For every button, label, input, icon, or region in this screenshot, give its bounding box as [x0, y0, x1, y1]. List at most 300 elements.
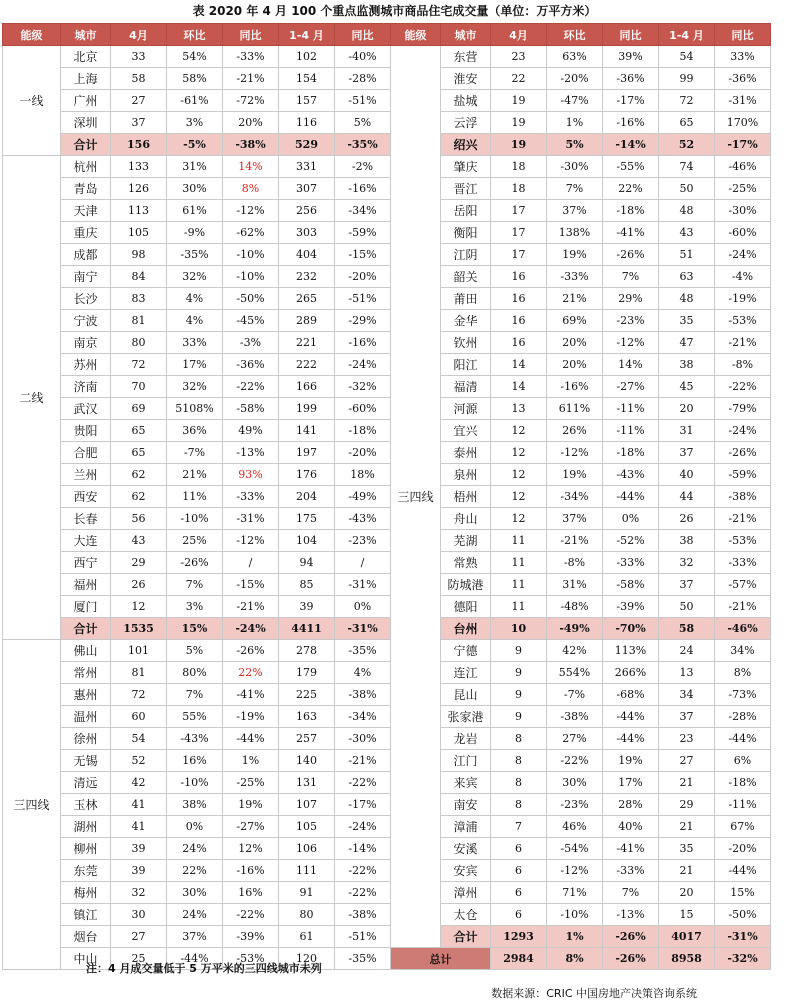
city-cell: 绍兴 — [441, 134, 491, 156]
city-cell: 成都 — [61, 244, 111, 266]
ytd-yoy-cell: -46% — [715, 156, 771, 178]
city-cell: 晋江 — [441, 178, 491, 200]
mom-cell: 32% — [167, 266, 223, 288]
ytd-yoy-cell: 33% — [715, 46, 771, 68]
yoy-cell: -53% — [223, 948, 279, 970]
mom-cell: 33% — [167, 332, 223, 354]
ytd-yoy-cell: -34% — [335, 706, 391, 728]
mom-cell: 16% — [167, 750, 223, 772]
ytd-cell: 131 — [279, 772, 335, 794]
mom-cell: 5% — [547, 134, 603, 156]
ytd-yoy-cell: 5% — [335, 112, 391, 134]
mom-cell: -10% — [547, 904, 603, 926]
ytd-yoy-cell: -35% — [335, 640, 391, 662]
city-cell: 无锡 — [61, 750, 111, 772]
subtotal-yoy-cell: -38% — [223, 134, 279, 156]
ytd-cell: 199 — [279, 398, 335, 420]
mom-cell: 7% — [167, 574, 223, 596]
april-cell: 29 — [111, 552, 167, 574]
mom-cell: 58% — [167, 68, 223, 90]
mom-cell: 4% — [167, 310, 223, 332]
mom-cell: -8% — [547, 552, 603, 574]
ytd-cell: 52 — [659, 134, 715, 156]
april-cell: 39 — [111, 838, 167, 860]
city-cell: 台州 — [441, 618, 491, 640]
city-cell: 柳州 — [61, 838, 111, 860]
april-cell: 8 — [491, 728, 547, 750]
city-cell: 泉州 — [441, 464, 491, 486]
table-row — [3, 222, 771, 244]
april-cell: 6 — [491, 838, 547, 860]
ytd-yoy-cell: -60% — [715, 222, 771, 244]
april-cell: 7 — [491, 816, 547, 838]
table-row — [3, 244, 771, 266]
ytd-cell: 45 — [659, 376, 715, 398]
city-cell: 中山 — [61, 948, 111, 970]
april-cell: 98 — [111, 244, 167, 266]
mom-cell: 19% — [547, 244, 603, 266]
ytd-cell: 40 — [659, 464, 715, 486]
mom-cell: 17% — [167, 354, 223, 376]
subtotal-city-cell: 合计 — [441, 926, 491, 948]
mom-cell: 30% — [167, 882, 223, 904]
ytd-cell: 157 — [279, 90, 335, 112]
april-cell: 19 — [491, 90, 547, 112]
april-cell: 58 — [111, 68, 167, 90]
table-row — [3, 68, 771, 90]
ytd-cell: 141 — [279, 420, 335, 442]
mom-cell: 31% — [547, 574, 603, 596]
april-cell: 62 — [111, 486, 167, 508]
april-cell: 11 — [491, 552, 547, 574]
ytd-yoy-cell: 8% — [715, 662, 771, 684]
yoy-cell: -45% — [223, 310, 279, 332]
ytd-yoy-cell: -8% — [715, 354, 771, 376]
city-cell: 厦门 — [61, 596, 111, 618]
mom-cell: -23% — [547, 794, 603, 816]
mom-cell: 46% — [547, 816, 603, 838]
yoy-cell: -10% — [223, 266, 279, 288]
ytd-yoy-cell: 6% — [715, 750, 771, 772]
mom-cell: 32% — [167, 376, 223, 398]
yoy-cell: 14% — [603, 354, 659, 376]
header-mom: 环比 — [547, 24, 603, 46]
city-cell: 宜兴 — [441, 420, 491, 442]
yoy-cell: -26% — [603, 244, 659, 266]
mom-cell: 5% — [167, 640, 223, 662]
table-row — [3, 442, 771, 464]
table-row — [3, 200, 771, 222]
ytd-cell: 38 — [659, 354, 715, 376]
ytd-cell: 27 — [659, 750, 715, 772]
yoy-cell: -36% — [603, 68, 659, 90]
ytd-cell: 257 — [279, 728, 335, 750]
ytd-cell: 47 — [659, 332, 715, 354]
ytd-yoy-cell: 170% — [715, 112, 771, 134]
table-row — [3, 684, 771, 706]
ytd-yoy-cell: -53% — [715, 530, 771, 552]
mom-cell: 24% — [167, 838, 223, 860]
ytd-cell: 39 — [279, 596, 335, 618]
yoy-cell: -16% — [223, 860, 279, 882]
april-cell: 133 — [111, 156, 167, 178]
ytd-cell: 15 — [659, 904, 715, 926]
footnote: 注：4 月成交量低于 5 万平米的三四线城市未列 — [86, 962, 322, 975]
table-row — [3, 90, 771, 112]
ytd-cell: 80 — [279, 904, 335, 926]
city-cell: 金华 — [441, 310, 491, 332]
mom-cell: -54% — [547, 838, 603, 860]
ytd-yoy-cell: -2% — [335, 156, 391, 178]
header-row — [3, 24, 771, 46]
table-row — [3, 464, 771, 486]
city-cell: 天津 — [61, 200, 111, 222]
ytd-yoy-cell: -21% — [715, 596, 771, 618]
ytd-cell: 107 — [279, 794, 335, 816]
city-cell: 江阴 — [441, 244, 491, 266]
city-cell: 玉林 — [61, 794, 111, 816]
ytd-cell: 120 — [279, 948, 335, 970]
city-cell: 广州 — [61, 90, 111, 112]
april-cell: 17 — [491, 244, 547, 266]
april-cell: 43 — [111, 530, 167, 552]
mom-cell: 30% — [547, 772, 603, 794]
mom-cell: 24% — [167, 904, 223, 926]
april-cell: 14 — [491, 354, 547, 376]
yoy-cell: -52% — [603, 530, 659, 552]
tier-cell: 三四线 — [391, 46, 441, 948]
ytd-cell: 176 — [279, 464, 335, 486]
city-cell: 惠州 — [61, 684, 111, 706]
mom-cell: 5108% — [167, 398, 223, 420]
ytd-yoy-cell: -19% — [715, 288, 771, 310]
yoy-cell: -33% — [223, 486, 279, 508]
ytd-cell: 32 — [659, 552, 715, 574]
city-cell: 佛山 — [61, 640, 111, 662]
city-cell: 北京 — [61, 46, 111, 68]
city-cell: 合肥 — [61, 442, 111, 464]
ytd-yoy-cell: -21% — [335, 750, 391, 772]
mom-cell: -30% — [547, 156, 603, 178]
table-row — [3, 266, 771, 288]
grand-total-ytd-cell: 8958 — [659, 948, 715, 970]
april-cell: 27 — [111, 926, 167, 948]
yoy-cell: 22% — [223, 662, 279, 684]
yoy-cell: -16% — [603, 112, 659, 134]
table-row — [3, 772, 771, 794]
mom-cell: 20% — [547, 354, 603, 376]
tier-cell: 二线 — [3, 156, 61, 640]
ytd-yoy-cell: -30% — [715, 200, 771, 222]
ytd-yoy-cell: -22% — [335, 882, 391, 904]
city-cell: 德阳 — [441, 596, 491, 618]
city-cell: 南京 — [61, 332, 111, 354]
yoy-cell: -27% — [223, 816, 279, 838]
yoy-cell: -17% — [603, 90, 659, 112]
mom-cell: 19% — [547, 464, 603, 486]
april-cell: 39 — [111, 860, 167, 882]
ytd-yoy-cell: -17% — [715, 134, 771, 156]
april-cell: 19 — [491, 112, 547, 134]
table-row — [3, 420, 771, 442]
yoy-cell: -62% — [223, 222, 279, 244]
ytd-cell: 225 — [279, 684, 335, 706]
city-cell: 湖州 — [61, 816, 111, 838]
subtotal-city-cell: 合计 — [61, 618, 111, 640]
ytd-yoy-cell: -24% — [715, 244, 771, 266]
ytd-yoy-cell: -44% — [715, 728, 771, 750]
yoy-cell: -27% — [603, 376, 659, 398]
ytd-yoy-cell: -38% — [335, 684, 391, 706]
yoy-cell: 39% — [603, 46, 659, 68]
yoy-cell: 93% — [223, 464, 279, 486]
mom-cell: 21% — [167, 464, 223, 486]
table-row — [3, 794, 771, 816]
april-cell: 81 — [111, 310, 167, 332]
april-cell: 105 — [111, 222, 167, 244]
april-cell: 10 — [491, 618, 547, 640]
table-row — [3, 706, 771, 728]
city-cell: 安宾 — [441, 860, 491, 882]
ytd-cell: 13 — [659, 662, 715, 684]
header-tier: 能级 — [391, 24, 441, 46]
april-cell: 22 — [491, 68, 547, 90]
ytd-cell: 404 — [279, 244, 335, 266]
table-row — [3, 288, 771, 310]
mom-cell: 25% — [167, 530, 223, 552]
april-cell: 9 — [491, 706, 547, 728]
yoy-cell: -36% — [223, 354, 279, 376]
april-cell: 12 — [491, 486, 547, 508]
april-cell: 70 — [111, 376, 167, 398]
april-cell: 6 — [491, 882, 547, 904]
subtotal-city-cell: 合计 — [61, 134, 111, 156]
city-cell: 张家港 — [441, 706, 491, 728]
city-cell: 东莞 — [61, 860, 111, 882]
city-cell: 常州 — [61, 662, 111, 684]
subtotal-ytd-cell: 4017 — [659, 926, 715, 948]
ytd-yoy-cell: -38% — [335, 904, 391, 926]
ytd-cell: 61 — [279, 926, 335, 948]
april-cell: 33 — [111, 46, 167, 68]
city-cell: 芜湖 — [441, 530, 491, 552]
ytd-yoy-cell: -46% — [715, 618, 771, 640]
april-cell: 30 — [111, 904, 167, 926]
april-cell: 16 — [491, 332, 547, 354]
city-cell: 长沙 — [61, 288, 111, 310]
mom-cell: 3% — [167, 596, 223, 618]
transaction-table — [2, 23, 771, 970]
city-cell: 苏州 — [61, 354, 111, 376]
april-cell: 25 — [111, 948, 167, 970]
mom-cell: -33% — [547, 266, 603, 288]
city-cell: 南安 — [441, 794, 491, 816]
ytd-cell: 37 — [659, 574, 715, 596]
city-cell: 大连 — [61, 530, 111, 552]
april-cell: 18 — [491, 178, 547, 200]
ytd-yoy-cell: -51% — [335, 90, 391, 112]
april-cell: 72 — [111, 684, 167, 706]
yoy-cell: 40% — [603, 816, 659, 838]
ytd-cell: 204 — [279, 486, 335, 508]
april-cell: 16 — [491, 288, 547, 310]
april-cell: 83 — [111, 288, 167, 310]
ytd-yoy-cell: -73% — [715, 684, 771, 706]
yoy-cell: 0% — [603, 508, 659, 530]
table-title: 表 2020 年 4 月 100 个重点监测城市商品住宅成交量（单位：万平方米） — [192, 4, 597, 18]
subtotal-ytd-yoy-cell: -31% — [715, 926, 771, 948]
city-cell: 昆山 — [441, 684, 491, 706]
ytd-yoy-cell: 15% — [715, 882, 771, 904]
subtotal-mom-cell: 1% — [547, 926, 603, 948]
april-cell: 16 — [491, 310, 547, 332]
header-ytd-yoy: 同比 — [335, 24, 391, 46]
header-yoy: 同比 — [603, 24, 659, 46]
yoy-cell: -3% — [223, 332, 279, 354]
april-cell: 9 — [491, 662, 547, 684]
ytd-yoy-cell: -4% — [715, 266, 771, 288]
city-cell: 韶关 — [441, 266, 491, 288]
ytd-cell: 289 — [279, 310, 335, 332]
mom-cell: 71% — [547, 882, 603, 904]
mom-cell: -47% — [547, 90, 603, 112]
data-source: 数据来源：CRIC 中国房地产决策咨询系统 — [491, 987, 697, 1000]
city-cell: 镇江 — [61, 904, 111, 926]
april-cell: 19 — [491, 134, 547, 156]
subtotal-april-cell: 1535 — [111, 618, 167, 640]
mom-cell: -34% — [547, 486, 603, 508]
ytd-cell: 38 — [659, 530, 715, 552]
ytd-yoy-cell: -22% — [715, 376, 771, 398]
mom-cell: 37% — [547, 508, 603, 530]
ytd-yoy-cell: -24% — [335, 354, 391, 376]
ytd-yoy-cell: -36% — [715, 68, 771, 90]
mom-cell: -12% — [547, 442, 603, 464]
yoy-cell: -58% — [223, 398, 279, 420]
yoy-cell: -41% — [603, 222, 659, 244]
yoy-cell: 28% — [603, 794, 659, 816]
city-cell: 阳江 — [441, 354, 491, 376]
city-cell: 武汉 — [61, 398, 111, 420]
yoy-cell: -68% — [603, 684, 659, 706]
city-cell: 南宁 — [61, 266, 111, 288]
city-cell: 贵阳 — [61, 420, 111, 442]
yoy-cell: -12% — [223, 200, 279, 222]
mom-cell: -7% — [547, 684, 603, 706]
city-cell: 防城港 — [441, 574, 491, 596]
yoy-cell: -12% — [223, 530, 279, 552]
city-cell: 龙岩 — [441, 728, 491, 750]
ytd-yoy-cell: -17% — [335, 794, 391, 816]
ytd-yoy-cell: -51% — [335, 288, 391, 310]
april-cell: 13 — [491, 398, 547, 420]
mom-cell: 21% — [547, 288, 603, 310]
yoy-cell: -39% — [603, 596, 659, 618]
yoy-cell: -14% — [603, 134, 659, 156]
ytd-yoy-cell: -51% — [335, 926, 391, 948]
yoy-cell: -31% — [223, 508, 279, 530]
mom-cell: 26% — [547, 420, 603, 442]
mom-cell: -35% — [167, 244, 223, 266]
mom-cell: -10% — [167, 508, 223, 530]
mom-cell: -20% — [547, 68, 603, 90]
mom-cell: 0% — [167, 816, 223, 838]
ytd-cell: 105 — [279, 816, 335, 838]
ytd-cell: 21 — [659, 860, 715, 882]
ytd-cell: 48 — [659, 200, 715, 222]
ytd-cell: 221 — [279, 332, 335, 354]
ytd-yoy-cell: -22% — [335, 772, 391, 794]
yoy-cell: / — [223, 552, 279, 574]
table-row — [3, 508, 771, 530]
city-cell: 江门 — [441, 750, 491, 772]
ytd-cell: 307 — [279, 178, 335, 200]
ytd-yoy-cell: -14% — [335, 838, 391, 860]
yoy-cell: -44% — [603, 706, 659, 728]
yoy-cell: 19% — [603, 750, 659, 772]
subtotal-mom-cell: 15% — [167, 618, 223, 640]
april-cell: 69 — [111, 398, 167, 420]
ytd-cell: 54 — [659, 46, 715, 68]
header-tier: 能级 — [3, 24, 61, 46]
mom-cell: -61% — [167, 90, 223, 112]
ytd-cell: 51 — [659, 244, 715, 266]
ytd-cell: 74 — [659, 156, 715, 178]
mom-cell: 20% — [547, 332, 603, 354]
ytd-yoy-cell: -31% — [335, 574, 391, 596]
yoy-cell: -22% — [223, 376, 279, 398]
tier-cell: 一线 — [3, 46, 61, 156]
yoy-cell: -41% — [603, 838, 659, 860]
yoy-cell: -44% — [603, 486, 659, 508]
ytd-cell: 37 — [659, 442, 715, 464]
table-row — [3, 112, 771, 134]
ytd-cell: 154 — [279, 68, 335, 90]
ytd-yoy-cell: -38% — [715, 486, 771, 508]
ytd-yoy-cell: -59% — [335, 222, 391, 244]
ytd-cell: 94 — [279, 552, 335, 574]
city-cell: 衡阳 — [441, 222, 491, 244]
mom-cell: 54% — [167, 46, 223, 68]
city-cell: 连江 — [441, 662, 491, 684]
ytd-yoy-cell: -60% — [335, 398, 391, 420]
april-cell: 101 — [111, 640, 167, 662]
mom-cell: 63% — [547, 46, 603, 68]
city-cell: 漳浦 — [441, 816, 491, 838]
header-city: 城市 — [61, 24, 111, 46]
ytd-cell: 256 — [279, 200, 335, 222]
yoy-cell: -13% — [223, 442, 279, 464]
ytd-yoy-cell: -16% — [335, 332, 391, 354]
ytd-yoy-cell: -57% — [715, 574, 771, 596]
table-row — [3, 376, 771, 398]
ytd-yoy-cell: -25% — [715, 178, 771, 200]
city-cell: 莆田 — [441, 288, 491, 310]
ytd-yoy-cell: -16% — [335, 178, 391, 200]
ytd-yoy-cell: 18% — [335, 464, 391, 486]
header-ytd: 1-4 月 — [659, 24, 715, 46]
table-row — [3, 552, 771, 574]
city-cell: 泰州 — [441, 442, 491, 464]
ytd-yoy-cell: -22% — [335, 860, 391, 882]
yoy-cell: -21% — [223, 68, 279, 90]
mom-cell: 4% — [167, 288, 223, 310]
ytd-yoy-cell: -20% — [715, 838, 771, 860]
april-cell: 12 — [491, 508, 547, 530]
city-cell: 宁波 — [61, 310, 111, 332]
mom-cell: 61% — [167, 200, 223, 222]
city-cell: 福清 — [441, 376, 491, 398]
